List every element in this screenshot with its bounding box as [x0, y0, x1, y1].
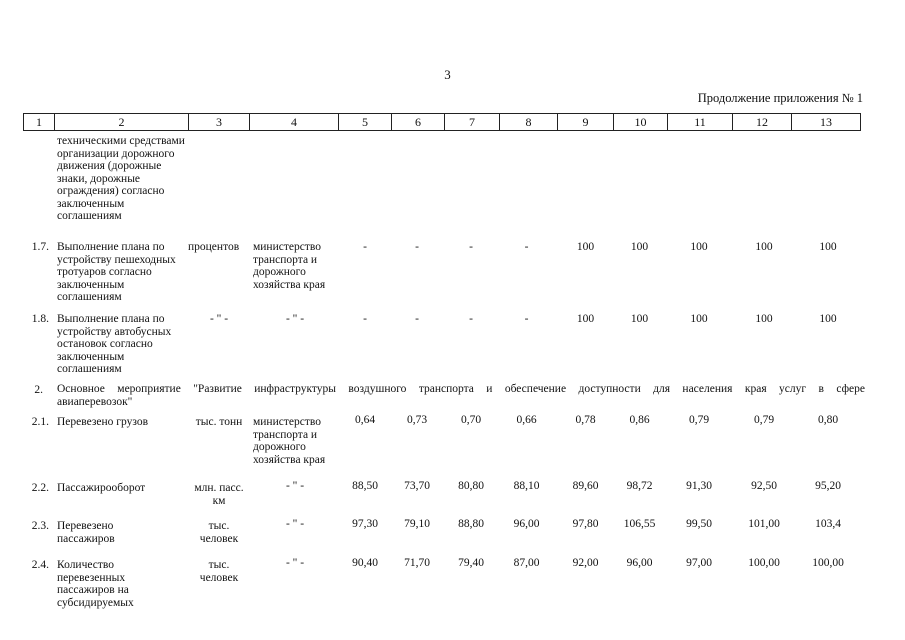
row-responsible: - " -: [285, 480, 305, 492]
row-value: 0,79: [753, 414, 775, 426]
row-value: -: [363, 241, 367, 253]
row-value: 88,50: [352, 480, 378, 492]
row-name: Выполнение плана по устройству автобусных остановок согласно заключенным соглашениям: [57, 313, 172, 375]
row-value: 101,00: [748, 518, 780, 530]
row-value: 100: [576, 241, 595, 253]
row-unit: тыс. человек: [199, 559, 239, 584]
row-value: 96,00: [626, 557, 653, 569]
header-cell: 11: [668, 114, 733, 130]
row-unit: млн. пасс. км: [194, 482, 244, 507]
row-value: 79,10: [404, 518, 430, 530]
row-value: 95,20: [815, 480, 841, 492]
row-name: Количество перевезенных пассажиров на субсидируемых: [57, 559, 134, 609]
row-name: Перевезено грузов: [57, 416, 149, 428]
row-value: -: [363, 313, 367, 325]
row-value: 100,00: [812, 557, 844, 569]
row-value: 90,40: [352, 557, 378, 569]
row-value: 100: [690, 313, 708, 325]
row-value: 0,73: [406, 414, 428, 426]
header-cell: 12: [733, 114, 792, 130]
continuation-label: Продолжение приложения № 1: [697, 91, 863, 105]
row-value: -: [469, 313, 473, 325]
row-responsible: министерство транспорта и дорожного хозяйства края: [253, 416, 326, 466]
header-cell: 9: [558, 114, 614, 130]
row-value: 99,50: [686, 518, 712, 530]
row-value: 80,80: [458, 480, 484, 492]
row-value: 100: [630, 313, 649, 325]
row-value: 100: [755, 241, 773, 253]
table-header: [23, 113, 861, 131]
row-value: 0,78: [575, 414, 596, 426]
row-number: 2.4.: [31, 559, 49, 571]
row-value: 87,00: [513, 557, 540, 569]
row-value: 73,70: [404, 480, 430, 492]
header-cell: 13: [792, 114, 861, 130]
row-value: 96,00: [513, 518, 540, 530]
header-cell: 1: [24, 114, 55, 130]
row-value: 0,79: [688, 414, 710, 426]
row-name: Выполнение плана по устройству пешеходных тротуаров согласно заключенным соглашениям: [57, 241, 176, 303]
header-cell: 8: [500, 114, 558, 130]
row-unit: - " -: [209, 313, 229, 325]
row-value: 88,80: [458, 518, 484, 530]
row-value: 71,70: [404, 557, 430, 569]
row-value: 88,10: [513, 480, 540, 492]
row-value: 103,4: [815, 518, 841, 530]
row-value: 97,00: [686, 557, 712, 569]
row-number: 2.2.: [31, 482, 49, 494]
row-value: 97,30: [352, 518, 378, 530]
header-cell: 5: [339, 114, 392, 130]
row-value: 0,66: [516, 414, 537, 426]
row-name-fragment: техническими средствами организации дорожного движения (дорожные знаки, дорожные ограждения) согласно заключенным соглашениям: [57, 135, 185, 222]
row-value: 0,86: [629, 414, 650, 426]
row-value: 89,60: [572, 480, 599, 492]
row-value: 92,00: [572, 557, 599, 569]
row-value: -: [415, 241, 419, 253]
row-value: 100: [576, 313, 595, 325]
row-number: 2.1.: [31, 416, 49, 428]
row-value: 92,50: [751, 480, 777, 492]
row-number: 2.3.: [31, 520, 49, 532]
row-value: 106,55: [623, 518, 656, 530]
row-value: 100: [819, 241, 837, 253]
row-unit: тыс. тонн: [195, 416, 243, 428]
section-title-line1: Основное мероприятие "Развитие инфраструктуры воздушного транспорта и обеспечение доступности для населения края услуг в сфере: [57, 383, 865, 395]
row-unit: процентов: [188, 241, 240, 253]
section-title-line2: авиаперевозок": [57, 396, 133, 408]
header-cell: 3: [189, 114, 250, 130]
row-value: -: [469, 241, 473, 253]
row-value: 91,30: [686, 480, 712, 492]
row-responsible: - " -: [285, 313, 305, 325]
header-cell: 2: [55, 114, 189, 130]
row-value: 0,80: [817, 414, 839, 426]
row-value: 97,80: [572, 518, 599, 530]
row-number: 1.7.: [31, 241, 49, 253]
row-responsible: - " -: [285, 518, 305, 530]
section-number: 2.: [34, 384, 43, 396]
row-value: -: [524, 241, 529, 253]
row-value: 100: [630, 241, 649, 253]
row-value: 0,64: [354, 414, 376, 426]
row-value: 79,40: [458, 557, 484, 569]
header-cell: 6: [392, 114, 445, 130]
row-responsible: министерство транспорта и дорожного хозяйства края: [253, 241, 326, 291]
row-value: 100: [819, 313, 837, 325]
row-name: Пассажирооборот: [57, 482, 146, 494]
header-cell: 7: [445, 114, 500, 130]
row-unit: тыс. человек: [199, 520, 239, 545]
row-value: -: [524, 313, 529, 325]
row-value: 100: [690, 241, 708, 253]
header-cell: 10: [614, 114, 668, 130]
row-value: 100,00: [748, 557, 780, 569]
row-number: 1.8.: [31, 313, 49, 325]
row-value: -: [415, 313, 419, 325]
row-responsible: - " -: [285, 557, 305, 569]
page-number: 3: [444, 67, 451, 82]
row-name: Перевезено пассажиров: [57, 520, 115, 545]
row-value: 100: [755, 313, 773, 325]
row-value: 98,72: [626, 480, 653, 492]
row-value: 0,70: [460, 414, 482, 426]
header-cell: 4: [250, 114, 339, 130]
